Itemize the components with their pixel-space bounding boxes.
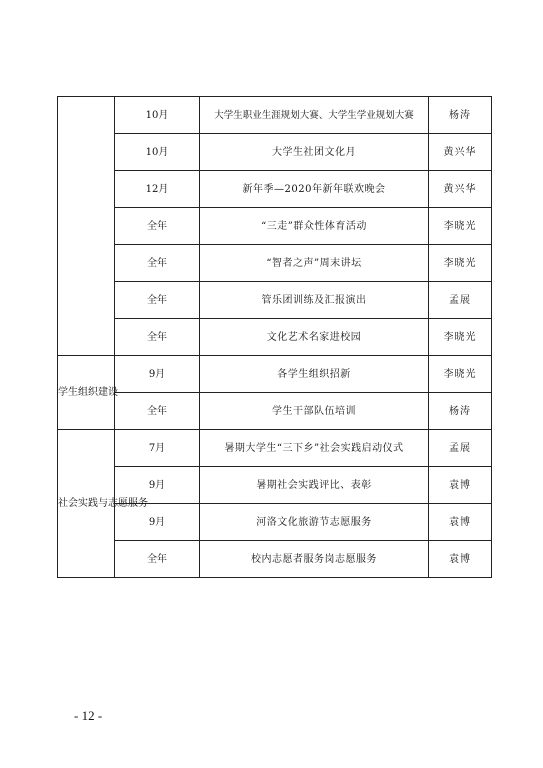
table-row (58, 171, 492, 208)
event-cell: 河洛文化旅游节志愿服务 (200, 504, 429, 541)
event-cell: 暑期社会实践评比、表彰 (200, 467, 429, 504)
table-row (58, 97, 492, 134)
event-cell: 校内志愿者服务岗志愿服务 (200, 541, 429, 578)
person-cell: 袁博 (429, 504, 492, 541)
person-cell: 杨涛 (429, 97, 492, 134)
event-cell: 文化艺术名家进校园 (200, 319, 429, 356)
category-cell: 学生组织建设 (58, 356, 115, 430)
table-row (58, 541, 492, 578)
time-cell: 12月 (115, 171, 200, 208)
event-cell: 学生干部队伍培训 (200, 393, 429, 430)
table-row (58, 356, 492, 393)
person-cell: 孟展 (429, 282, 492, 319)
time-cell: 全年 (115, 282, 200, 319)
table-row (58, 208, 492, 245)
time-cell: 10月 (115, 134, 200, 171)
event-cell: 各学生组织招新 (200, 356, 429, 393)
event-cell: 新年季—2020年新年联欢晚会 (200, 171, 429, 208)
time-cell: 7月 (115, 430, 200, 467)
person-cell: 李晓光 (429, 319, 492, 356)
person-cell: 黄兴华 (429, 134, 492, 171)
table-row (58, 319, 492, 356)
time-cell: 全年 (115, 541, 200, 578)
event-cell: 暑期大学生“三下乡”社会实践启动仪式 (200, 430, 429, 467)
person-cell: 袁博 (429, 467, 492, 504)
event-cell: 大学生职业生涯规划大赛、大学生学业规划大赛 (200, 97, 429, 134)
table-row (58, 134, 492, 171)
time-cell: 全年 (115, 208, 200, 245)
table-row (58, 430, 492, 467)
table-row (58, 504, 492, 541)
time-cell: 全年 (115, 319, 200, 356)
table-row (58, 393, 492, 430)
person-cell: 杨涛 (429, 393, 492, 430)
table-row (58, 282, 492, 319)
person-cell: 袁博 (429, 541, 492, 578)
table-row (58, 245, 492, 282)
category-cell (58, 97, 115, 356)
category-cell: 社会实践与志愿服务 (58, 430, 115, 578)
person-cell: 李晓光 (429, 245, 492, 282)
event-cell: “三走”群众性体育活动 (200, 208, 429, 245)
event-cell: “智者之声”周末讲坛 (200, 245, 429, 282)
person-cell: 黄兴华 (429, 171, 492, 208)
time-cell: 10月 (115, 97, 200, 134)
time-cell: 9月 (115, 504, 200, 541)
time-cell: 全年 (115, 393, 200, 430)
event-cell: 管乐团训练及汇报演出 (200, 282, 429, 319)
person-cell: 孟展 (429, 430, 492, 467)
activity-schedule-table (57, 96, 492, 578)
person-cell: 李晓光 (429, 208, 492, 245)
page-number: - 12 - (74, 708, 103, 723)
time-cell: 全年 (115, 245, 200, 282)
time-cell: 9月 (115, 467, 200, 504)
person-cell: 李晓光 (429, 356, 492, 393)
event-cell: 大学生社团文化月 (200, 134, 429, 171)
time-cell: 9月 (115, 356, 200, 393)
